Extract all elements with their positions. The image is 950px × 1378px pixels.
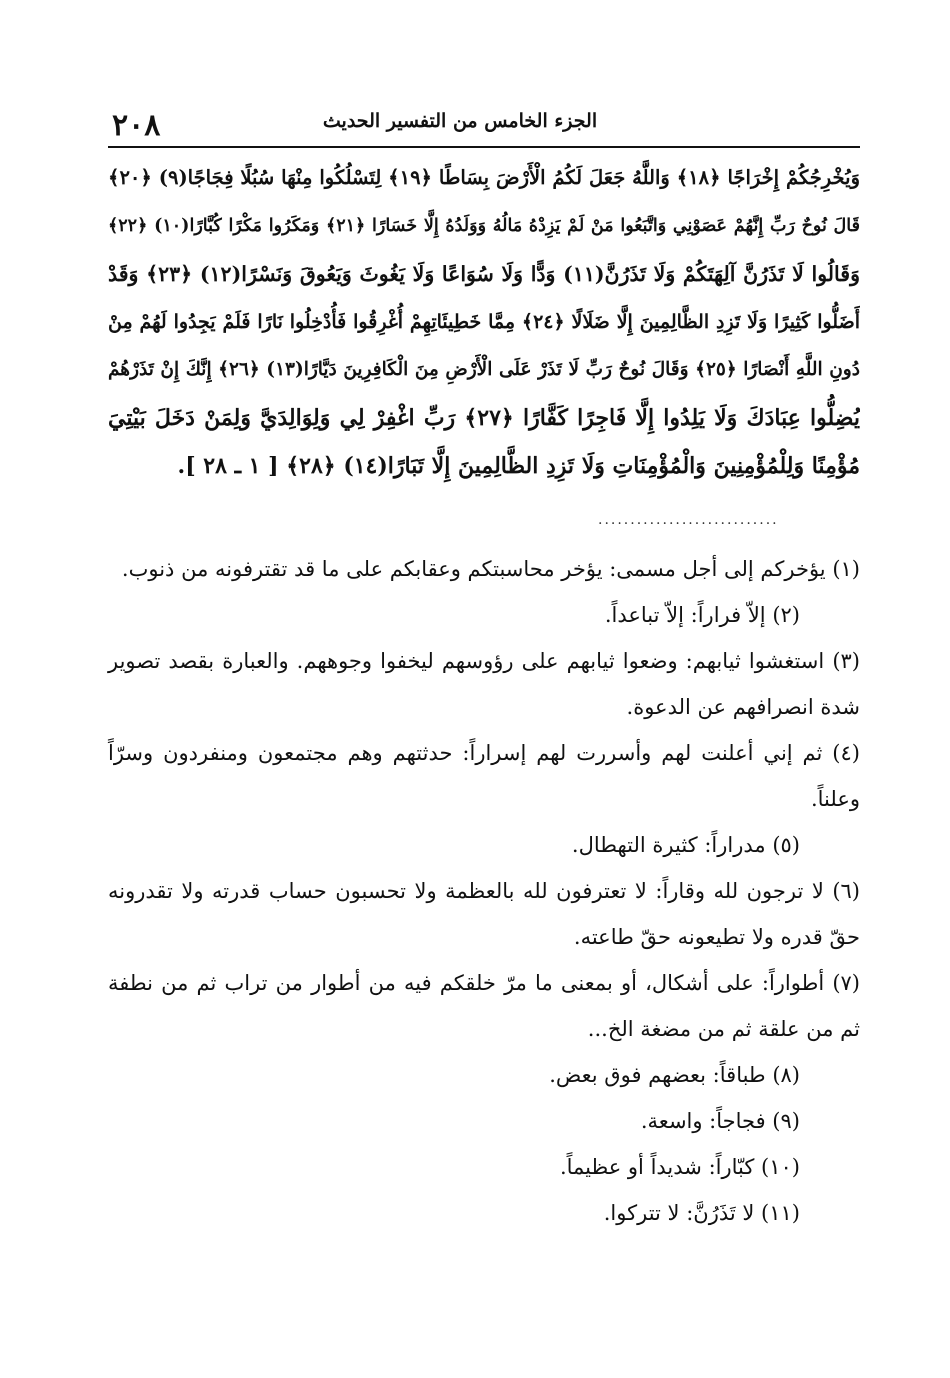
footnote: (١١) لا تَذَرُنَّ: لا تتركوا. (603, 1201, 800, 1225)
footnote: (٧) أطواراً: على أشكال، أو بمعنى ما مرّ خلقكم فيه من أطوار من تراب ثم من نطفة ثم من علقة ثم من مضغة الخ... (108, 971, 860, 1041)
footnote: (٣) استغشوا ثيابهم: وضعوا ثيابهم على رؤوسهم ليخفوا وجوههم. والعبارة بقصد تصوير شدة انصرافهم عن الدعوة. (108, 649, 860, 719)
footnote: (١) يؤخركم إلى أجل مسمى: يؤخر محاسبتكم وعقابكم على ما قد تقترفونه من ذنوب. (121, 557, 860, 581)
running-title: الجزء الخامس من التفسير الحديث (322, 110, 598, 132)
verse-line: دُونِ اللَّهِ أَنْصَارًا ﴿٢٥﴾ وَقَالَ نُوحٌ رَبِّ لَا تَذَرْ عَلَى الْأَرْضِ مِنَ الْكَافِرِينَ دَيَّارًا(١٣) ﴿٢٦﴾ إِنَّكَ إِنْ تَذَرْهُمْ (108, 359, 860, 380)
verse-line: قَالَ نُوحٌ رَبِّ إِنَّهُمْ عَصَوْنِي وَاتَّبَعُوا مَنْ لَمْ يَزِدْهُ مَالُهُ وَوَلَدُهُ إِلَّا خَسَارًا ﴿٢١﴾ وَمَكَرُوا مَكْرًا كُبَّارًا(١٠) ﴿٢٢﴾ (108, 216, 860, 236)
page-number: ٢٠٨ (112, 108, 161, 143)
footnote: (٢) إلاّ فراراً: إلاّ تباعداً. (604, 603, 800, 627)
footnote: (٥) مدراراً: كثيرة التهطال. (571, 833, 800, 857)
footnote: (١٠) كبّاراً: شديداً أو عظيماً. (559, 1155, 800, 1179)
footnote: (٨) طباقاً: بعضهم فوق بعض. (549, 1063, 800, 1087)
verse-line: أَضَلُّوا كَثِيرًا وَلَا تَزِدِ الظَّالِمِينَ إِلَّا ضَلَالًا ﴿٢٤﴾ مِمَّا خَطِيئَاتِهِمْ أُغْرِقُوا فَأُدْخِلُوا نَارًا فَلَمْ يَجِدُوا لَهُمْ مِنْ (108, 311, 860, 333)
verse-line: يُضِلُّوا عِبَادَكَ وَلَا يَلِدُوا إِلَّا فَاجِرًا كَفَّارًا ﴿٢٧﴾ رَبِّ اغْفِرْ لِي وَلِوَالِدَيَّ وَلِمَنْ دَخَلَ بَيْتِيَ (108, 405, 860, 431)
verse-line: وَقَالُوا لَا تَذَرُنَّ آلِهَتَكُمْ وَلَا تَذَرُنَّ(١١) وَدًّا وَلَا سُوَاعًا وَلَا يَغُوثَ وَيَعُوقَ وَنَسْرًا(١٢) ﴿٢٣﴾ وَقَدْ (108, 262, 860, 286)
quran-verses (108, 154, 860, 490)
footnote: (٤) ثم إني أعلنت لهم وأسررت لهم إسراراً: حدثتهم وهم مجتمعون ومنفردون وسرّاً وعلناً. (108, 741, 860, 811)
footnote-separator: ............................ (598, 512, 779, 528)
footnote: (٦) لا ترجون لله وقاراً: لا تعترفون لله بالعظمة ولا تحسبون حساب قدرته ولا تقدرونه حقّ قدره ولا تطيعونه حقّ طاعته. (108, 879, 860, 949)
footnote: (٩) فجاجاً: واسعة. (640, 1109, 800, 1133)
header-rule (108, 146, 860, 148)
verse-line: مُؤْمِنًا وَلِلْمُؤْمِنِينَ وَالْمُؤْمِنَاتِ وَلَا تَزِدِ الظَّالِمِينَ إِلَّا تَبَارًا(١٤) ﴿٢٨﴾ [ ١ ـ ٢٨ ]. (177, 453, 860, 479)
footnotes (108, 546, 860, 1236)
verse-line: وَيُخْرِجُكُمْ إِخْرَاجًا ﴿١٨﴾ وَاللَّهُ جَعَلَ لَكُمُ الْأَرْضَ بِسَاطًا ﴿١٩﴾ لِتَسْلُكُوا مِنْهَا سُبُلًا فِجَاجًا(٩) ﴿٢٠﴾ (108, 166, 860, 189)
